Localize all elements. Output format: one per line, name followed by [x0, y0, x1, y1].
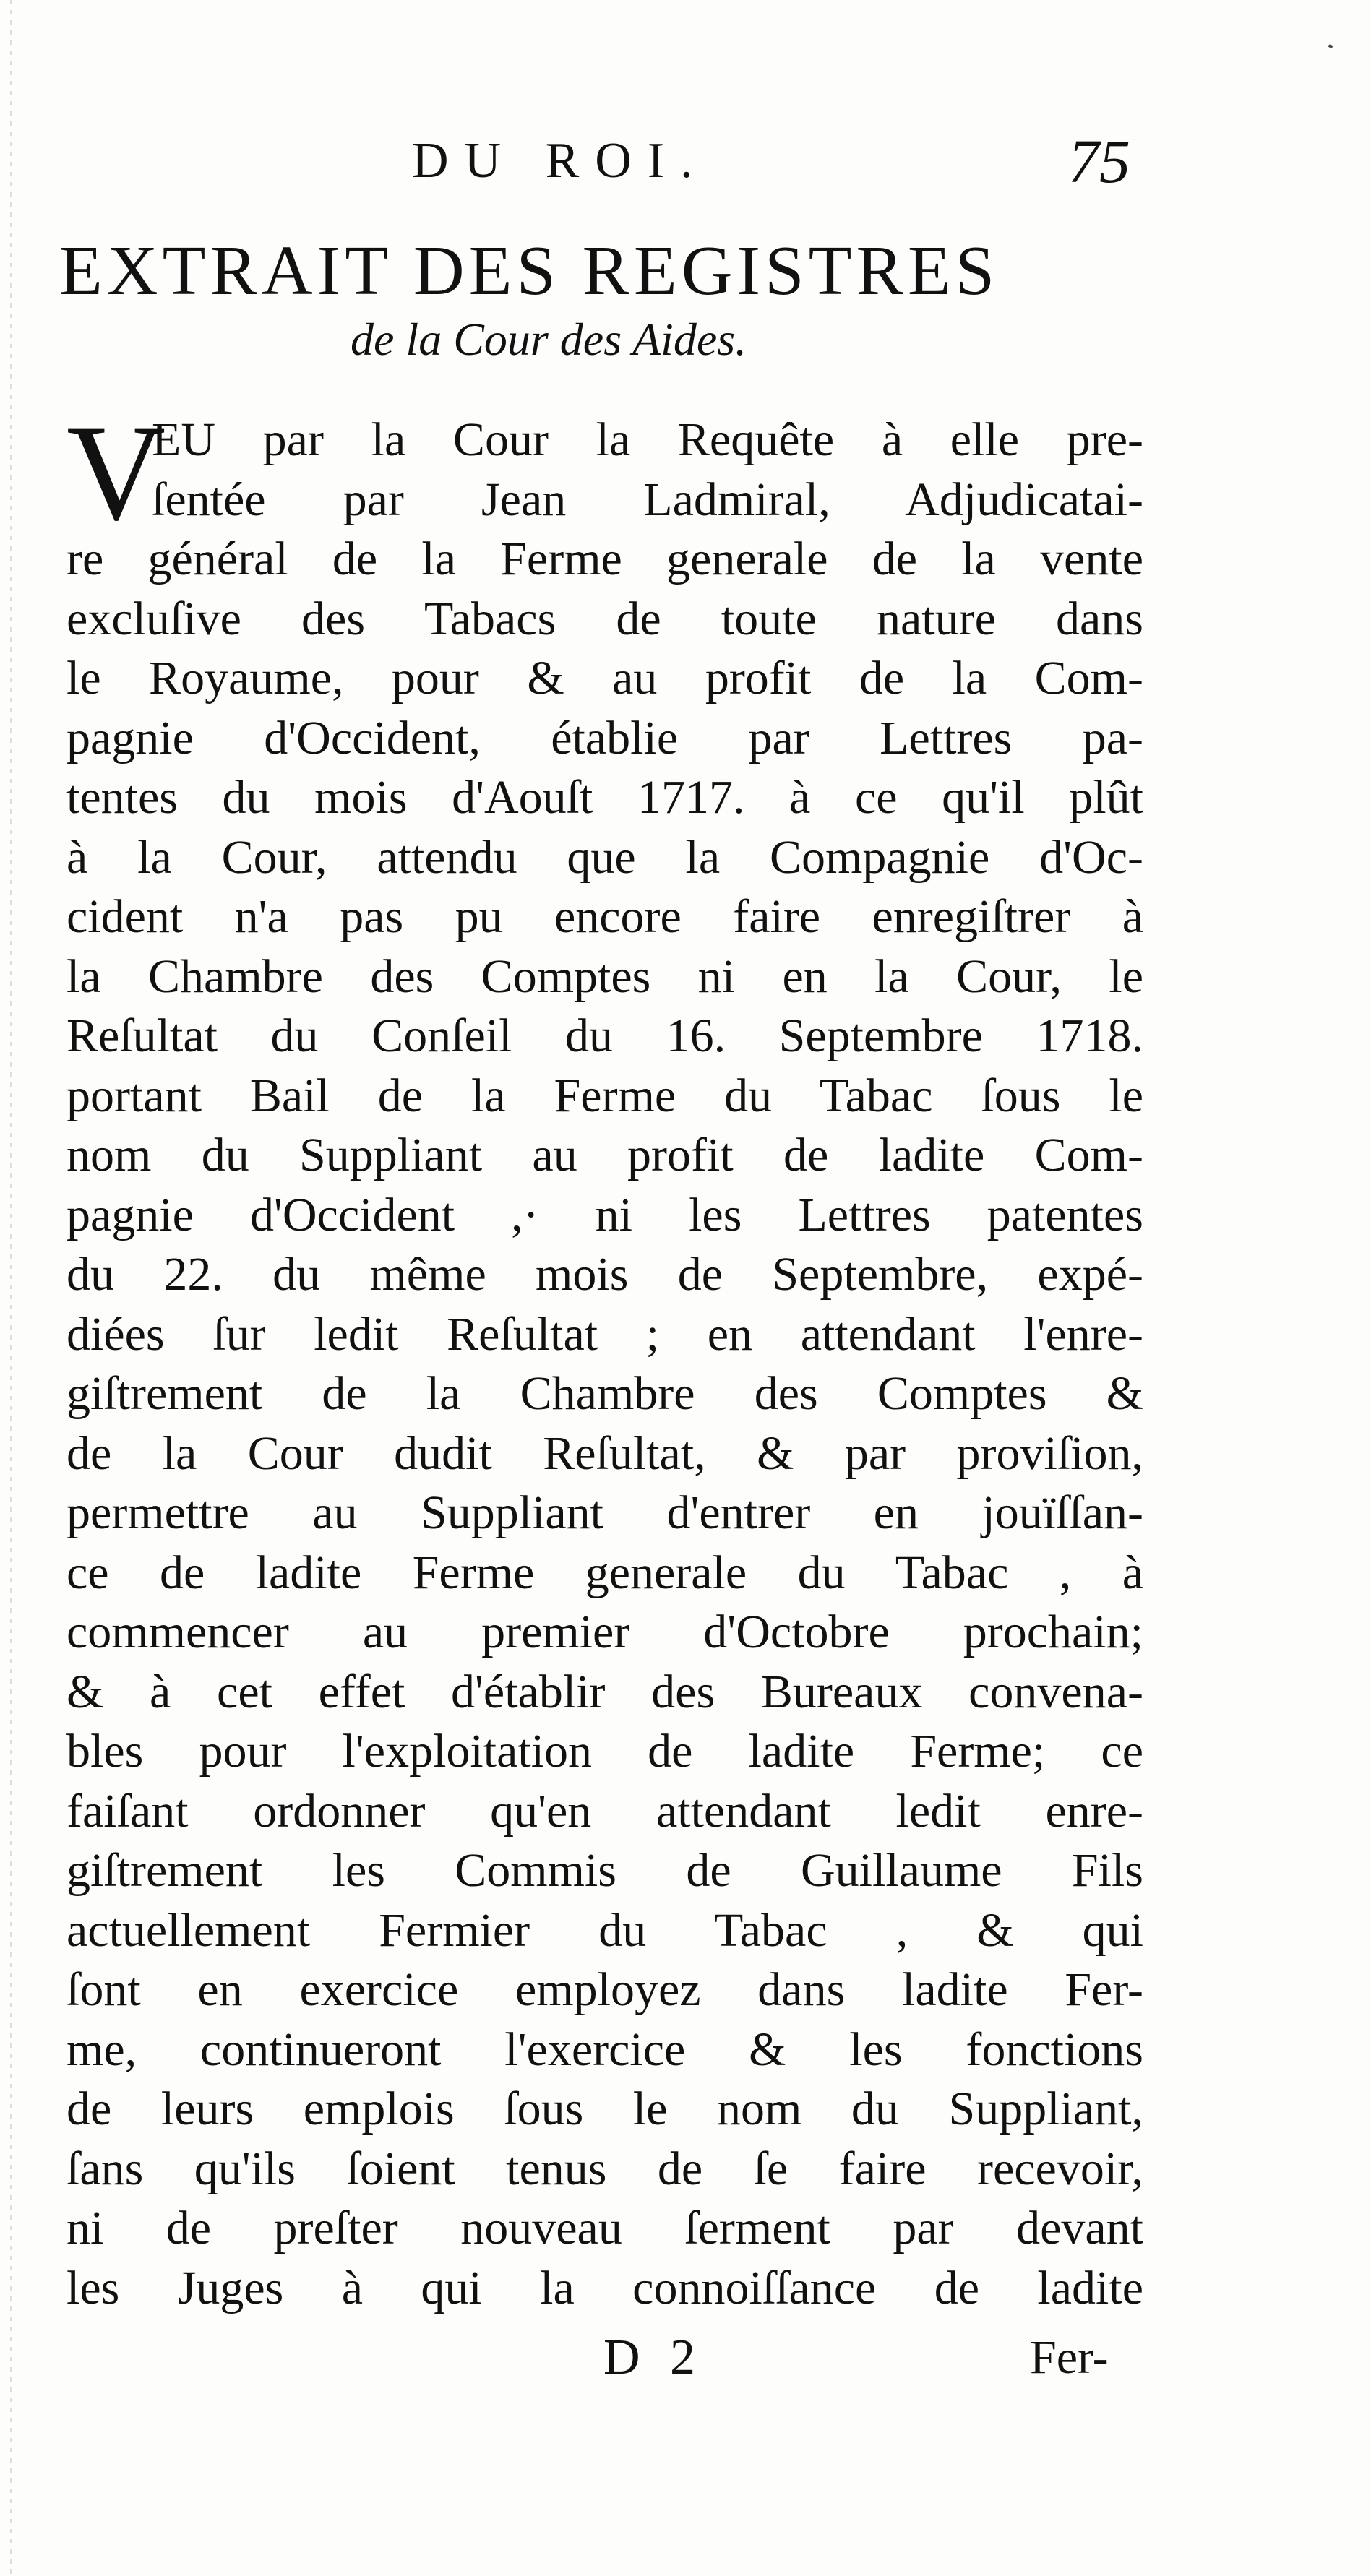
text-line: me, continueront l'exercice & les fonctions: [66, 2023, 1143, 2076]
text-line: ſans qu'ils ſoient tenus de ſe faire recevoir,: [66, 2142, 1143, 2195]
text-line: giſtrement de la Chambre des Comptes &: [66, 1367, 1143, 1420]
section-title: EXTRAIT DES REGISTRES: [59, 232, 1000, 310]
body-paragraph: [66, 397, 1143, 2318]
text-line: pagnie d'Occident, établie par Lettres pa-: [66, 711, 1143, 764]
text-line: & à cet effet d'établir des Bureaux convena-: [66, 1665, 1143, 1718]
text-line: pagnie d'Occident ,· ni les Lettres patentes: [66, 1188, 1143, 1241]
running-head: [0, 126, 1371, 196]
text-line: tentes du mois d'Aouſt 1717. à ce qu'il plût: [66, 771, 1143, 824]
text-line: re général de la Ferme generale de la vente: [66, 533, 1143, 585]
text-line: ce de ladite Ferme generale du Tabac , à: [66, 1546, 1143, 1599]
text-line: de la Cour dudit Reſultat, & par proviſion,: [66, 1426, 1143, 1480]
text-line: nom du Suppliant au profit de ladite Com-: [66, 1129, 1143, 1181]
text-line: ni de preſter nouveau ſerment par devant: [66, 2202, 1143, 2254]
text-line: cident n'a pas pu encore faire enregiſtrer à: [66, 890, 1143, 943]
text-line: excluſive des Tabacs de toute nature dans: [66, 592, 1143, 645]
text-line: actuellement Fermier du Tabac , & qui: [66, 1903, 1143, 1957]
signature-mark: D 2: [603, 2330, 705, 2385]
text-line: Reſultat du Conſeil du 16. Septembre 1718.: [66, 1009, 1143, 1062]
text-line: à la Cour, attendu que la Compagnie d'Oc-: [66, 830, 1143, 884]
running-title: DU ROI.: [412, 133, 709, 189]
text-line: du 22. du même mois de Septembre, expé-: [66, 1248, 1143, 1301]
text-line: portant Bail de la Ferme du Tabac ſous le: [66, 1069, 1143, 1122]
text-line: la Chambre des Comptes ni en la Cour, le: [66, 949, 1143, 1003]
section-subtitle: de la Cour des Aides.: [351, 314, 747, 365]
text-line: ſentée par Jean Ladmiral, Adjudicatai-: [152, 473, 1143, 526]
page-number: 75: [1068, 126, 1130, 196]
text-line: EU par la Cour la Requête à elle pre-: [152, 413, 1143, 466]
text-line: ſont en exercice employez dans ladite Fer-: [66, 1963, 1143, 2016]
text-line: de leurs emplois ſous le nom du Suppliant,: [66, 2082, 1143, 2135]
text-line: giſtrement les Commis de Guillaume Fils: [66, 1844, 1143, 1897]
catchword: Fer-: [1030, 2331, 1109, 2384]
ink-speck: [1328, 44, 1333, 48]
text-line: permettre au Suppliant d'entrer en jouïſſan-: [66, 1486, 1143, 1539]
scan-edge: [10, 0, 12, 2576]
page-footer: [0, 2325, 1371, 2390]
text-line: commencer au premier d'Octobre prochain;: [66, 1606, 1143, 1658]
drop-cap: V: [66, 397, 166, 549]
text-line: faiſant ordonner qu'en attendant ledit enre-: [66, 1784, 1143, 1838]
text-line: bles pour l'exploitation de ladite Ferme; ce: [66, 1725, 1143, 1778]
text-line: les Juges à qui la connoiſſance de ladite: [66, 2261, 1143, 2314]
text-line: le Royaume, pour & au profit de la Com-: [66, 652, 1143, 705]
text-line: diées ſur ledit Reſultat ; en attendant l'enre-: [66, 1307, 1143, 1361]
